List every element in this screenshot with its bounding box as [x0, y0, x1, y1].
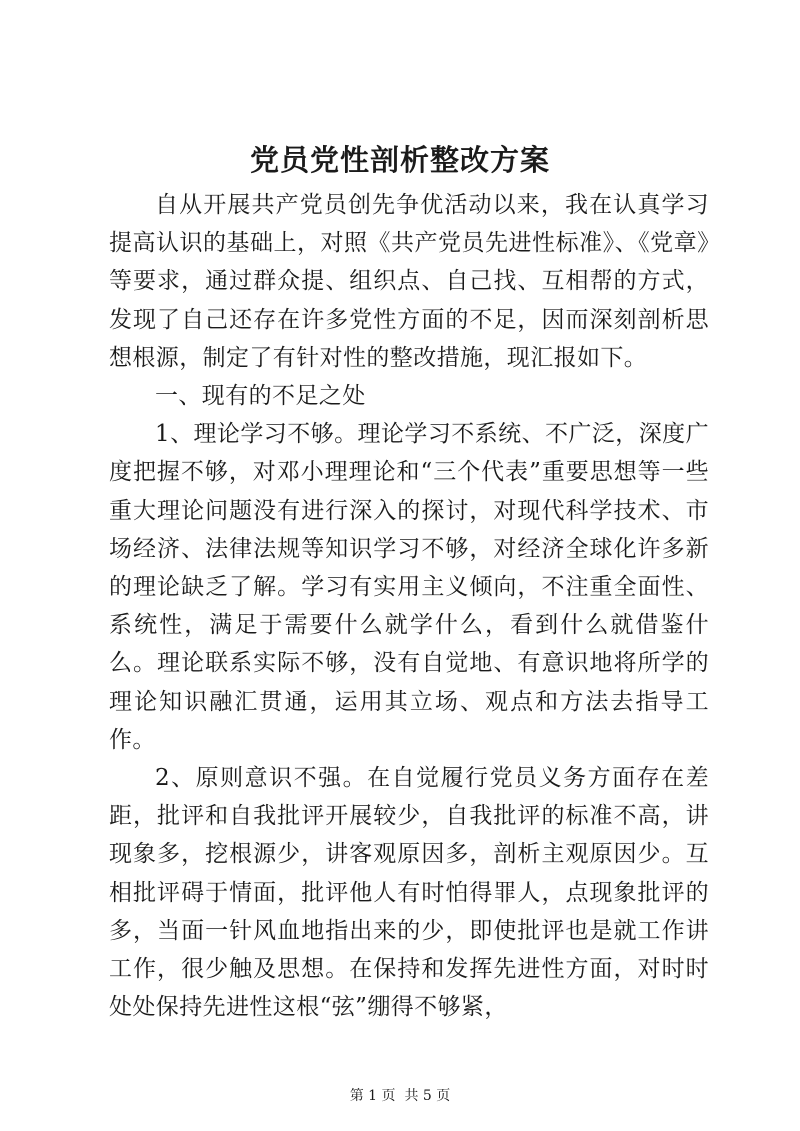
section-heading-shortcomings: 一、现有的不足之处	[155, 383, 366, 410]
paragraph-intro: 自从开展共产党员创先争优活动以来，我在认真学习提高认识的基础上，对照《共产党员先进性标准》、《党章》等要求，通过群众提、组织点、自己找、互相帮的方式，发现了自己还存在许多党性方面的不足，因而深刻剖析思想根源，制定了有针对性的整改措施，现汇报如下。	[109, 192, 709, 371]
document-body	[109, 186, 709, 1026]
paragraph-principle-awareness: 2、原则意识不强。在自觉履行党员义务方面存在差距，批评和自我批评开展较少，自我批评的标准不高，讲现象多，挖根源少，讲客观原因多，剖析主观原因少。互相批评碍于情面，批评他人有时怕得罪人，点现象批评的多，当面一针风血地指出来的少，即使批评也是就工作讲工作，很少触及思想。在保持和发挥先进性方面，对时时处处保持先进性这根“弦”绷得不够紧，	[109, 765, 709, 1021]
paragraph-theory-study: 1、理论学习不够。理论学习不系统、不广泛，深度广度把握不够，对邓小理理论和“三个代表”重要思想等一些重大理论问题没有进行深入的探讨，对现代科学技术、市场经济、法律法规等知识学习不够，对经济全球化许多新的理论缺乏了解。学习有实用主义倾向，不注重全面性、系统性，满足于需要什么就学什么，看到什么就借鉴什么。理论联系实际不够，没有自觉地、有意识地将所学的理论知识融汇贯通，运用其立场、观点和方法去指导工作。	[109, 421, 709, 753]
page-number-label: 第 1 页 共 5 页	[349, 1088, 451, 1104]
document-title: 党员党性剖析整改方案	[249, 143, 550, 177]
page-footer	[0, 1086, 800, 1106]
